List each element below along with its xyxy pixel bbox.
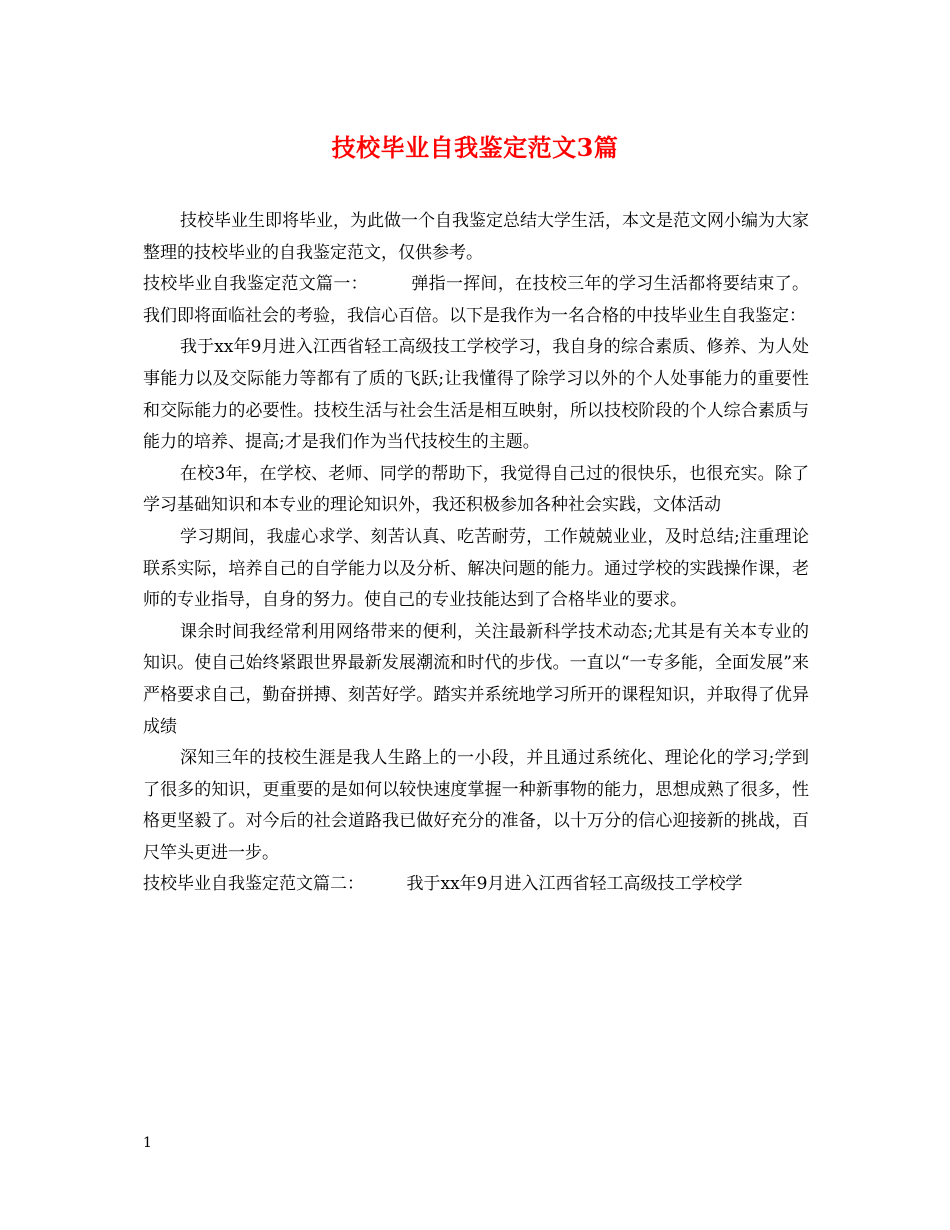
body-paragraph: 在校3年，在学校、老师、同学的帮助下，我觉得自己过的很快乐，也很充实。除了学习基础知识和本专业的理论知识外，我还积极参加各种社会实践，文体活动: [143, 463, 809, 516]
document-body: [143, 206, 809, 901]
page-number: 1: [143, 1135, 152, 1151]
section-2-heading: 技校毕业自我鉴定范文篇二： 我于xx年9月进入江西省轻工高级技工学校学: [143, 874, 743, 895]
document-title: 技校毕业自我鉴定范文3篇: [331, 133, 619, 162]
section-1-heading: 技校毕业自我鉴定范文篇一： 弹指一挥间，在技校三年的学习生活都将要结束了。我们即将面临社会的考验，我信心百倍。以下是我作为一名合格的中技毕业生自我鉴定：: [143, 274, 809, 326]
body-paragraph: 学习期间，我虚心求学、刻苦认真、吃苦耐劳，工作兢兢业业，及时总结;注重理论联系实际，培养自己的自学能力以及分析、解决问题的能力。通过学校的实践操作课，老师的专业指导，自身的努力。使自己的专业技能达到了合格毕业的要求。: [143, 526, 809, 611]
body-paragraph: 深知三年的技校生涯是我人生路上的一小段，并且通过系统化、理论化的学习;学到了很多的知识，更重要的是如何以较快速度掌握一种新事物的能力，思想成熟了很多，性格更坚毅了。对今后的社会道路我已做好充分的准备，以十万分的信心迎接新的挑战，百尺竿头更进一步。: [143, 748, 809, 863]
body-paragraph: 我于xx年9月进入江西省轻工高级技工学校学习，我自身的综合素质、修养、为人处事能力以及交际能力等都有了质的飞跃;让我懂得了除学习以外的个人处事能力的重要性和交际能力的必要性。技校生活与社会生活是相互映射，所以技校阶段的个人综合素质与能力的培养、提高;才是我们作为当代技校生的主题。: [143, 337, 809, 453]
body-paragraph: 课余时间我经常利用网络带来的便利，关注最新科学技术动态;尤其是有关本专业的知识。使自己始终紧跟世界最新发展潮流和时代的步伐。一直以“一专多能，全面发展”来严格要求自己，勤奋拼搏、刻苦好学。踏实并系统地学习所开的课程知识，并取得了优异成绩: [143, 621, 809, 737]
intro-paragraph: 技校毕业生即将毕业，为此做一个自我鉴定总结大学生活，本文是范文网小编为大家整理的技校毕业的自我鉴定范文，仅供参考。: [143, 211, 809, 263]
